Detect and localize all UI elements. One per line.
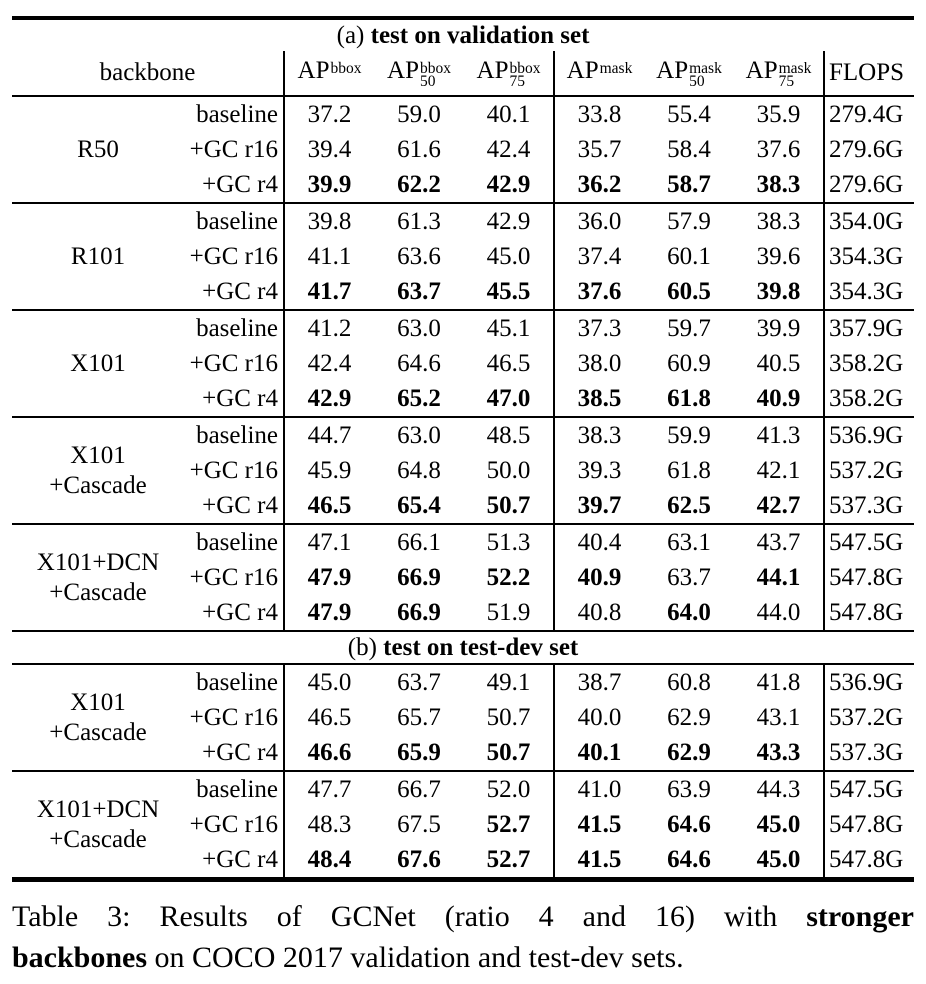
variant-cell: +GC r16 <box>189 563 278 591</box>
metric-cell: 40.8 <box>554 595 644 631</box>
metric-cell: 42.1 <box>756 456 801 484</box>
metric-cell: 48.4 <box>284 842 374 880</box>
variant-cell: +GC r4 <box>202 738 278 766</box>
metric-cell: 59.0 <box>397 100 441 128</box>
caption-bold-text: stronger <box>806 900 914 933</box>
metric-cell: 63.7 <box>397 668 441 696</box>
metric-cell: 39.8 <box>284 203 374 239</box>
metric-cell: 59.9 <box>667 421 711 449</box>
metric-cell: 50.7 <box>486 703 531 731</box>
ap-base: AP <box>745 57 778 85</box>
table-row <box>12 310 914 346</box>
backbone-group <box>12 664 914 771</box>
ap-sub: 50 <box>689 73 705 91</box>
metric-cell: 40.4 <box>554 524 644 560</box>
metric-cell: 41.1 <box>284 239 374 274</box>
metric-cell: 43.1 <box>756 703 801 731</box>
metric-cell: 67.6 <box>397 845 441 873</box>
variant-cell: +GC r16 <box>189 703 278 731</box>
metric-cell: 38.5 <box>554 381 644 417</box>
column-header-ap-mask-75 <box>734 51 824 96</box>
metric-cell: 52.7 <box>486 845 531 873</box>
metric-cell: 61.3 <box>397 207 441 235</box>
ap-supsub <box>778 59 812 91</box>
metric-cell: 47.0 <box>486 384 531 412</box>
metric-cell: 36.0 <box>554 203 644 239</box>
metric-cell: 39.3 <box>554 453 644 488</box>
flops-cell: 357.9G <box>824 310 914 346</box>
metric-cell: 39.6 <box>756 242 801 270</box>
backbone-line: X101 <box>70 688 126 716</box>
flops-cell: 536.9G <box>824 417 914 453</box>
ap-supsub <box>599 59 633 89</box>
backbone-line: +Cascade <box>49 718 147 746</box>
metric-cell: 64.8 <box>397 456 441 484</box>
ap-base: AP <box>297 57 330 85</box>
metric-cell: 63.1 <box>667 528 711 556</box>
table-caption <box>12 896 914 978</box>
backbone-line: X101+DCN <box>36 548 160 576</box>
metric-cell: 47.7 <box>284 771 374 807</box>
metric-cell: 66.7 <box>397 775 441 803</box>
backbone-cell <box>12 310 184 417</box>
table-row <box>12 524 914 560</box>
section-title-row <box>12 18 914 51</box>
table-row <box>12 664 914 700</box>
metric-cell: 40.0 <box>554 700 644 735</box>
backbone-line: R101 <box>70 242 126 270</box>
variant-cell: baseline <box>196 421 278 449</box>
column-header-flops: FLOPS <box>824 51 914 96</box>
column-header-ap-bbox-50 <box>374 51 464 96</box>
flops-cell: 358.2G <box>824 346 914 381</box>
variant-cell: +GC r4 <box>202 384 278 412</box>
caption-bold-text: backbones <box>12 941 148 974</box>
backbone-line: X101 <box>70 441 126 469</box>
metric-cell: 38.0 <box>554 346 644 381</box>
ap-sup: mask <box>778 59 812 77</box>
section-a-title-block <box>12 18 914 51</box>
metric-cell: 46.5 <box>284 488 374 524</box>
ap-sub <box>600 75 633 89</box>
metric-cell: 43.7 <box>756 528 801 556</box>
flops-cell: 547.8G <box>824 807 914 842</box>
metric-cell: 63.7 <box>667 563 711 591</box>
metric-cell: 44.7 <box>284 417 374 453</box>
metric-cell: 37.2 <box>284 96 374 132</box>
backbone-cell <box>12 417 184 524</box>
flops-cell: 547.8G <box>824 842 914 880</box>
metric-cell: 62.9 <box>667 703 711 731</box>
section-b-title-block <box>12 631 914 664</box>
metric-cell: 39.9 <box>756 314 801 342</box>
backbone-group <box>12 96 914 203</box>
metric-cell: 46.5 <box>284 700 374 735</box>
metric-cell: 40.9 <box>554 560 644 595</box>
metric-cell: 48.5 <box>486 421 531 449</box>
column-header-ap-bbox-75 <box>464 51 554 96</box>
flops-cell: 537.3G <box>824 735 914 771</box>
metric-cell: 43.3 <box>756 738 801 766</box>
caption-line-2 <box>12 937 914 978</box>
metric-cell: 51.9 <box>486 598 531 626</box>
metric-cell: 65.2 <box>397 384 441 412</box>
metric-cell: 62.2 <box>397 170 441 198</box>
metric-cell: 50.7 <box>486 491 531 519</box>
metric-cell: 47.9 <box>284 560 374 595</box>
metric-cell: 38.3 <box>756 170 801 198</box>
flops-cell: 547.5G <box>824 524 914 560</box>
metric-cell: 51.3 <box>486 528 531 556</box>
metric-cell: 64.6 <box>667 810 711 838</box>
metric-cell: 41.0 <box>554 771 644 807</box>
ap-base: AP <box>566 57 599 85</box>
flops-cell: 537.3G <box>824 488 914 524</box>
ap-base: AP <box>387 57 419 85</box>
section-b-label: test on test-dev set <box>383 633 579 661</box>
section-a-label: test on validation set <box>370 21 590 49</box>
ap-sup: mask <box>599 59 633 77</box>
metric-cell: 42.7 <box>756 491 801 519</box>
metric-cell: 39.7 <box>554 488 644 524</box>
column-header-backbone: backbone <box>99 59 196 86</box>
metric-cell: 39.8 <box>756 277 801 305</box>
table-row <box>12 203 914 239</box>
table-row <box>12 417 914 453</box>
metric-cell: 60.1 <box>667 242 711 270</box>
metric-cell: 63.7 <box>397 277 441 305</box>
metric-cell: 65.7 <box>397 703 441 731</box>
metric-cell: 40.1 <box>486 100 531 128</box>
metric-cell: 57.9 <box>667 207 711 235</box>
ap-sub <box>330 75 361 89</box>
variant-cell: baseline <box>196 100 278 128</box>
metric-cell: 35.7 <box>554 132 644 167</box>
flops-cell: 354.0G <box>824 203 914 239</box>
flops-cell: 537.2G <box>824 700 914 735</box>
variant-cell: +GC r16 <box>189 349 278 377</box>
metric-cell: 41.8 <box>756 668 801 696</box>
backbone-line: +Cascade <box>49 825 147 853</box>
metric-cell: 64.0 <box>667 598 711 626</box>
backbone-group <box>12 417 914 524</box>
variant-cell: +GC r16 <box>189 135 278 163</box>
metric-cell: 39.9 <box>284 167 374 203</box>
metric-cell: 66.9 <box>397 563 441 591</box>
metric-cell: 42.4 <box>486 135 531 163</box>
metric-cell: 42.9 <box>486 170 531 198</box>
flops-cell: 547.8G <box>824 595 914 631</box>
caption-text: on COCO 2017 validation and test-dev sets. <box>147 941 684 974</box>
ap-sup: bbox <box>509 59 541 77</box>
metric-cell: 61.8 <box>667 384 711 412</box>
metric-cell: 64.6 <box>397 349 441 377</box>
flops-cell: 354.3G <box>824 239 914 274</box>
backbone-cell <box>12 524 184 631</box>
flops-cell: 279.6G <box>824 167 914 203</box>
ap-sub: 75 <box>778 73 795 91</box>
ap-supsub <box>689 59 722 91</box>
metric-cell: 45.5 <box>486 277 531 305</box>
ap-supsub <box>509 59 541 91</box>
flops-cell: 279.6G <box>824 132 914 167</box>
metric-cell: 52.7 <box>486 810 531 838</box>
variant-cell: +GC r4 <box>202 491 278 519</box>
variant-cell: +GC r4 <box>202 598 278 626</box>
metric-cell: 39.4 <box>284 132 374 167</box>
results-table <box>12 16 914 882</box>
ap-sup: bbox <box>330 59 362 77</box>
metric-cell: 40.9 <box>756 384 801 412</box>
backbone-line: R50 <box>77 135 119 163</box>
variant-cell: baseline <box>196 207 278 235</box>
ap-sub: 50 <box>419 73 436 91</box>
variant-cell: +GC r16 <box>189 242 278 270</box>
variant-cell: +GC r4 <box>202 845 278 873</box>
flops-cell: 547.8G <box>824 560 914 595</box>
metric-cell: 60.8 <box>667 668 711 696</box>
ap-base: AP <box>656 57 689 85</box>
ap-sup: mask <box>689 59 722 77</box>
metric-cell: 47.9 <box>284 595 374 631</box>
section-b-prefix: (b) <box>347 633 377 661</box>
metric-cell: 66.9 <box>397 598 441 626</box>
metric-cell: 48.3 <box>284 807 374 842</box>
flops-cell: 536.9G <box>824 664 914 700</box>
metric-cell: 44.0 <box>756 598 801 626</box>
metric-cell: 63.9 <box>667 775 711 803</box>
metric-cell: 65.9 <box>397 738 441 766</box>
metric-cell: 44.1 <box>756 563 801 591</box>
backbone-group <box>12 524 914 631</box>
variant-cell: baseline <box>196 775 278 803</box>
metric-cell: 37.3 <box>554 310 644 346</box>
metric-cell: 35.9 <box>756 100 801 128</box>
variant-cell: baseline <box>196 528 278 556</box>
metric-cell: 52.0 <box>486 775 531 803</box>
metric-cell: 61.8 <box>667 456 711 484</box>
metric-cell: 45.0 <box>486 242 531 270</box>
metric-cell: 40.1 <box>554 735 644 771</box>
variant-cell: +GC r4 <box>202 170 278 198</box>
metric-cell: 64.6 <box>667 845 711 873</box>
metric-cell: 46.6 <box>284 735 374 771</box>
metric-cell: 41.5 <box>554 807 644 842</box>
metric-cell: 37.4 <box>554 239 644 274</box>
variant-cell: +GC r4 <box>202 277 278 305</box>
metric-cell: 37.6 <box>756 135 801 163</box>
metric-cell: 38.3 <box>756 207 801 235</box>
backbone-cell <box>12 96 184 203</box>
metric-cell: 67.5 <box>397 810 441 838</box>
metric-cell: 60.5 <box>667 277 711 305</box>
backbone-group <box>12 310 914 417</box>
metric-cell: 40.5 <box>756 349 801 377</box>
backbone-line: +Cascade <box>49 471 147 499</box>
backbone-cell <box>12 203 184 310</box>
caption-line-1 <box>12 896 914 937</box>
metric-cell: 58.7 <box>667 170 711 198</box>
metric-cell: 33.8 <box>554 96 644 132</box>
metric-cell: 59.7 <box>667 314 711 342</box>
flops-cell: 547.5G <box>824 771 914 807</box>
ap-supsub <box>419 59 451 91</box>
metric-cell: 46.5 <box>486 349 531 377</box>
backbone-line: +Cascade <box>49 578 147 606</box>
metric-cell: 36.2 <box>554 167 644 203</box>
metric-cell: 45.0 <box>756 810 801 838</box>
metric-cell: 42.9 <box>284 381 374 417</box>
variant-cell: baseline <box>196 668 278 696</box>
metric-cell: 42.4 <box>284 346 374 381</box>
flops-cell: 354.3G <box>824 274 914 310</box>
metric-cell: 45.9 <box>284 453 374 488</box>
variant-cell: +GC r16 <box>189 810 278 838</box>
flops-cell: 537.2G <box>824 453 914 488</box>
caption-text: Table 3: Results of GCNet (ratio 4 and 16) with <box>12 900 807 933</box>
column-header-row <box>12 51 914 96</box>
metric-cell: 38.7 <box>554 664 644 700</box>
metric-cell: 44.3 <box>756 775 801 803</box>
metric-cell: 47.1 <box>284 524 374 560</box>
table-row <box>12 96 914 132</box>
table-row <box>12 771 914 807</box>
backbone-group <box>12 771 914 880</box>
metric-cell: 41.5 <box>554 842 644 880</box>
ap-sup: bbox <box>419 59 451 77</box>
section-title-row <box>12 631 914 664</box>
backbone-group <box>12 203 914 310</box>
metric-cell: 63.0 <box>397 421 441 449</box>
metric-cell: 45.0 <box>284 664 374 700</box>
metric-cell: 60.9 <box>667 349 711 377</box>
metric-cell: 61.6 <box>397 135 441 163</box>
variant-cell: +GC r16 <box>189 456 278 484</box>
column-header-ap-mask <box>554 51 644 96</box>
metric-cell: 41.2 <box>284 310 374 346</box>
column-header-block <box>12 51 914 96</box>
section-b-title <box>12 631 914 664</box>
metric-cell: 45.1 <box>486 314 531 342</box>
section-a-title <box>12 18 914 51</box>
ap-supsub <box>330 59 362 89</box>
section-a-prefix: (a) <box>336 21 365 49</box>
metric-cell: 41.3 <box>756 421 801 449</box>
metric-cell: 65.4 <box>397 491 441 519</box>
metric-cell: 58.4 <box>667 135 711 163</box>
ap-base: AP <box>476 57 509 85</box>
metric-cell: 52.2 <box>486 563 531 591</box>
backbone-line: X101+DCN <box>36 795 160 823</box>
metric-cell: 50.7 <box>486 738 531 766</box>
metric-cell: 62.9 <box>667 738 711 766</box>
metric-cell: 55.4 <box>667 100 711 128</box>
column-header-ap-mask-50 <box>644 51 734 96</box>
flops-cell: 358.2G <box>824 381 914 417</box>
metric-cell: 37.6 <box>554 274 644 310</box>
variant-cell: baseline <box>196 314 278 342</box>
backbone-line: X101 <box>70 349 126 377</box>
metric-cell: 66.1 <box>397 528 441 556</box>
metric-cell: 49.1 <box>486 668 531 696</box>
metric-cell: 45.0 <box>756 845 801 873</box>
flops-cell: 279.4G <box>824 96 914 132</box>
metric-cell: 63.0 <box>397 314 441 342</box>
column-header-ap-bbox <box>284 51 374 96</box>
ap-sub: 75 <box>509 73 525 91</box>
backbone-cell <box>12 771 184 880</box>
metric-cell: 50.0 <box>486 456 531 484</box>
backbone-cell <box>12 664 184 771</box>
metric-cell: 42.9 <box>486 207 531 235</box>
metric-cell: 63.6 <box>397 242 441 270</box>
metric-cell: 62.5 <box>667 491 711 519</box>
metric-cell: 41.7 <box>284 274 374 310</box>
metric-cell: 38.3 <box>554 417 644 453</box>
